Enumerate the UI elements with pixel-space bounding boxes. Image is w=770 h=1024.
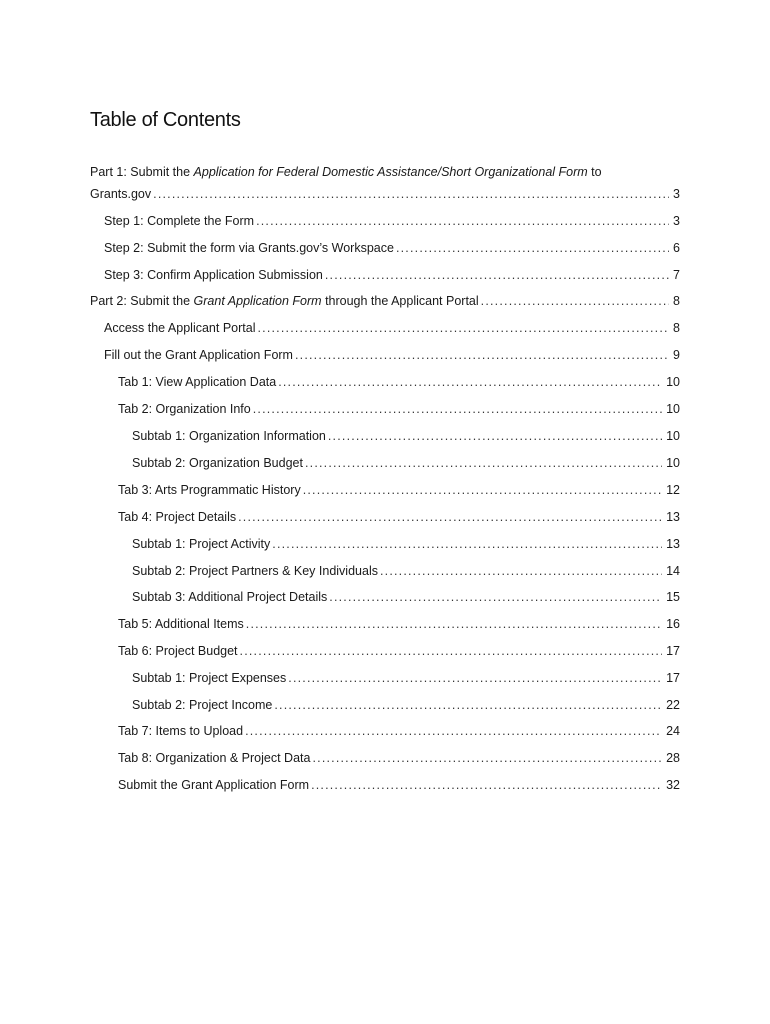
toc-dot-leader xyxy=(245,722,662,740)
toc-dot-leader xyxy=(274,696,662,714)
toc-page-number: 14 xyxy=(666,564,680,578)
toc-dot-leader xyxy=(153,185,669,203)
toc-dot-leader xyxy=(246,615,662,633)
toc-part2-prefix: Part 2: Submit the xyxy=(90,294,194,308)
toc-entry-label: Subtab 2: Project Partners & Key Individuals xyxy=(132,564,378,578)
toc-entry-tab2-subtab2[interactable] xyxy=(132,454,680,472)
toc-entry-access-portal[interactable] xyxy=(104,319,680,337)
toc-page-number: 3 xyxy=(673,214,680,228)
toc-page-number: 17 xyxy=(666,671,680,685)
toc-page-number: 13 xyxy=(666,537,680,551)
toc-dot-leader xyxy=(311,776,662,794)
toc-page-number: 7 xyxy=(673,268,680,282)
toc-dot-leader xyxy=(312,749,662,767)
toc-page-number: 6 xyxy=(673,241,680,255)
toc-entry-label: Tab 5: Additional Items xyxy=(118,617,244,631)
toc-part2-italic: Grant Application Form xyxy=(193,294,322,308)
toc-dot-leader xyxy=(481,292,669,310)
toc-dot-leader xyxy=(396,239,669,257)
toc-entry-label: Step 1: Complete the Form xyxy=(104,214,255,228)
toc-entry-label: Tab 7: Items to Upload xyxy=(118,724,244,738)
toc-part1-prefix: Part 1: Submit the xyxy=(90,165,194,179)
toc-page-number: 13 xyxy=(666,510,680,524)
toc-entry-submit-form[interactable] xyxy=(118,776,680,794)
toc-entry-label: Subtab 1: Project Activity xyxy=(132,537,271,551)
toc-dot-leader xyxy=(272,535,662,553)
toc-page-number: 16 xyxy=(666,617,680,631)
toc-page-number: 12 xyxy=(666,483,680,497)
toc-entry-label: Subtab 3: Additional Project Details xyxy=(132,590,328,604)
toc-dot-leader xyxy=(328,427,662,445)
toc-dot-leader xyxy=(288,669,662,687)
toc-entry-label xyxy=(90,292,479,310)
toc-entry-label: Tab 8: Organization & Project Data xyxy=(118,751,311,765)
toc-entry-label: Subtab 2: Organization Budget xyxy=(132,456,303,470)
toc-page-number: 24 xyxy=(666,724,680,738)
toc-page-number: 3 xyxy=(673,187,680,201)
toc-entry-tab6-subtab2[interactable] xyxy=(132,696,680,714)
toc-entry-label: Step 2: Submit the form via Grants.gov’s Workspace xyxy=(104,241,394,255)
toc-entry-step3[interactable] xyxy=(104,266,680,284)
toc-entry-part2[interactable] xyxy=(90,292,680,310)
toc-entry-tab8[interactable] xyxy=(118,749,680,767)
toc-page-number: 10 xyxy=(666,456,680,470)
toc-entry-label: Tab 6: Project Budget xyxy=(118,644,238,658)
toc-entry-label: Tab 4: Project Details xyxy=(118,510,237,524)
toc-dot-leader xyxy=(257,319,669,337)
toc-entry-part1[interactable] xyxy=(90,185,680,203)
toc-page-number: 10 xyxy=(666,429,680,443)
toc-entry-tab3[interactable] xyxy=(118,481,680,499)
toc-page-number: 10 xyxy=(666,402,680,416)
toc-entry-label: Submit the Grant Application Form xyxy=(118,778,310,792)
toc-entry-tab4-subtab1[interactable] xyxy=(132,535,680,553)
toc-entry-label: Subtab 1: Project Expenses xyxy=(132,671,287,685)
toc-entry-tab4[interactable] xyxy=(118,508,680,526)
toc-page-number: 8 xyxy=(673,321,680,335)
toc-entry-label: Step 3: Confirm Application Submission xyxy=(104,268,323,282)
toc-dot-leader xyxy=(295,346,669,364)
toc-entry-label: Grants.gov xyxy=(90,187,152,201)
toc-page-number: 28 xyxy=(666,751,680,765)
toc-part2-suffix: through the Applicant Portal xyxy=(321,294,479,308)
toc-part1-italic: Application for Federal Domestic Assistance/Short Organizational Form xyxy=(193,165,588,179)
toc-entry-label: Access the Applicant Portal xyxy=(104,321,256,335)
toc-dot-leader xyxy=(253,400,662,418)
toc-entry-label: Tab 2: Organization Info xyxy=(118,402,251,416)
toc-dot-leader xyxy=(256,212,669,230)
toc-entry-fill-out-form[interactable] xyxy=(104,346,680,364)
toc-entry-tab7[interactable] xyxy=(118,722,680,740)
toc-dot-leader xyxy=(325,266,669,284)
toc-page-number: 32 xyxy=(666,778,680,792)
toc-entry-tab4-subtab3[interactable] xyxy=(132,588,680,606)
toc-page-number: 22 xyxy=(666,698,680,712)
page-title: Table of Contents xyxy=(90,109,241,131)
toc-dot-leader xyxy=(238,508,662,526)
toc-part1-suffix: to xyxy=(587,165,602,179)
toc-page-number: 17 xyxy=(666,644,680,658)
toc-entry-step2[interactable] xyxy=(104,239,680,257)
toc-dot-leader xyxy=(240,642,663,660)
toc-entry-tab2-subtab1[interactable] xyxy=(132,427,680,445)
toc-dot-leader xyxy=(329,588,662,606)
toc-entry-label: Tab 3: Arts Programmatic History xyxy=(118,483,301,497)
toc-entry-tab4-subtab2[interactable] xyxy=(132,562,680,580)
toc-entry-label: Fill out the Grant Application Form xyxy=(104,348,293,362)
toc-page-number: 10 xyxy=(666,375,680,389)
toc-dot-leader xyxy=(278,373,662,391)
toc-entry-tab1[interactable] xyxy=(118,373,680,391)
toc-entry-label: Subtab 1: Organization Information xyxy=(132,429,326,443)
toc-page-number: 15 xyxy=(666,590,680,604)
toc-page-number: 8 xyxy=(673,294,680,308)
toc-part1-line1[interactable] xyxy=(90,163,602,181)
toc-entry-tab6-subtab1[interactable] xyxy=(132,669,680,687)
toc-entry-tab6[interactable] xyxy=(118,642,680,660)
toc-dot-leader xyxy=(380,562,662,580)
toc-page-number: 9 xyxy=(673,348,680,362)
toc-entry-label: Tab 1: View Application Data xyxy=(118,375,277,389)
toc-entry-tab2[interactable] xyxy=(118,400,680,418)
toc-entry-label: Subtab 2: Project Income xyxy=(132,698,273,712)
toc-entry-tab5[interactable] xyxy=(118,615,680,633)
toc-dot-leader xyxy=(303,481,662,499)
toc-dot-leader xyxy=(305,454,662,472)
toc-entry-step1[interactable] xyxy=(104,212,680,230)
